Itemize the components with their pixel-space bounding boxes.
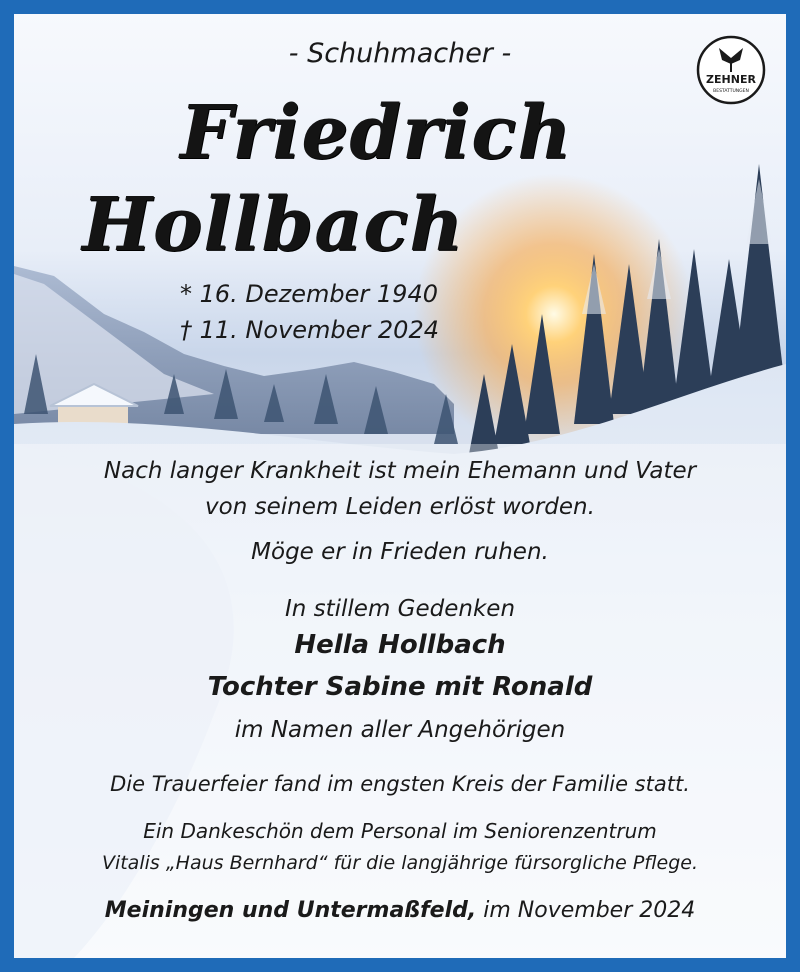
deceased-first-name: Friedrich [180, 90, 573, 176]
birth-date: * 16. Dezember 1940 [180, 280, 438, 308]
message-line-2: von seinem Leiden erlöst worden. [205, 494, 595, 520]
relatives: im Namen aller Angehörigen [234, 717, 566, 743]
message-line-1: Nach langer Krankheit ist mein Ehemann und Vater [103, 458, 697, 484]
remembrance: In stillem Gedenken [284, 596, 516, 622]
ceremony-note: Die Trauerfeier fand im engsten Kreis der Familie statt. [110, 772, 690, 796]
thanks-line-2: Vitalis „Haus Bernhard“ für die langjährige fürsorgliche Pflege. [101, 852, 699, 874]
place: Meiningen und Untermaßfeld, [104, 898, 477, 923]
thanks-line-1: Ein Dankeschön dem Personal im Seniorenzentrum [143, 819, 657, 843]
place-and-date [14, 898, 786, 923]
logo-tagline: BESTATTUNGEN [713, 89, 749, 94]
mourner-1: Hella Hollbach [294, 630, 506, 660]
deceased-last-name: Hollbach [82, 182, 465, 268]
mourner-2: Tochter Sabine mit Ronald [207, 672, 593, 702]
notice-date: im November 2024 [476, 898, 696, 923]
death-date: † 11. November 2024 [180, 316, 439, 344]
occupation: - Schuhmacher - [288, 38, 512, 69]
logo-name: ZEHNER [706, 73, 756, 86]
funeral-home-logo [695, 34, 767, 106]
blessing: Möge er in Frieden ruhen. [251, 539, 549, 565]
